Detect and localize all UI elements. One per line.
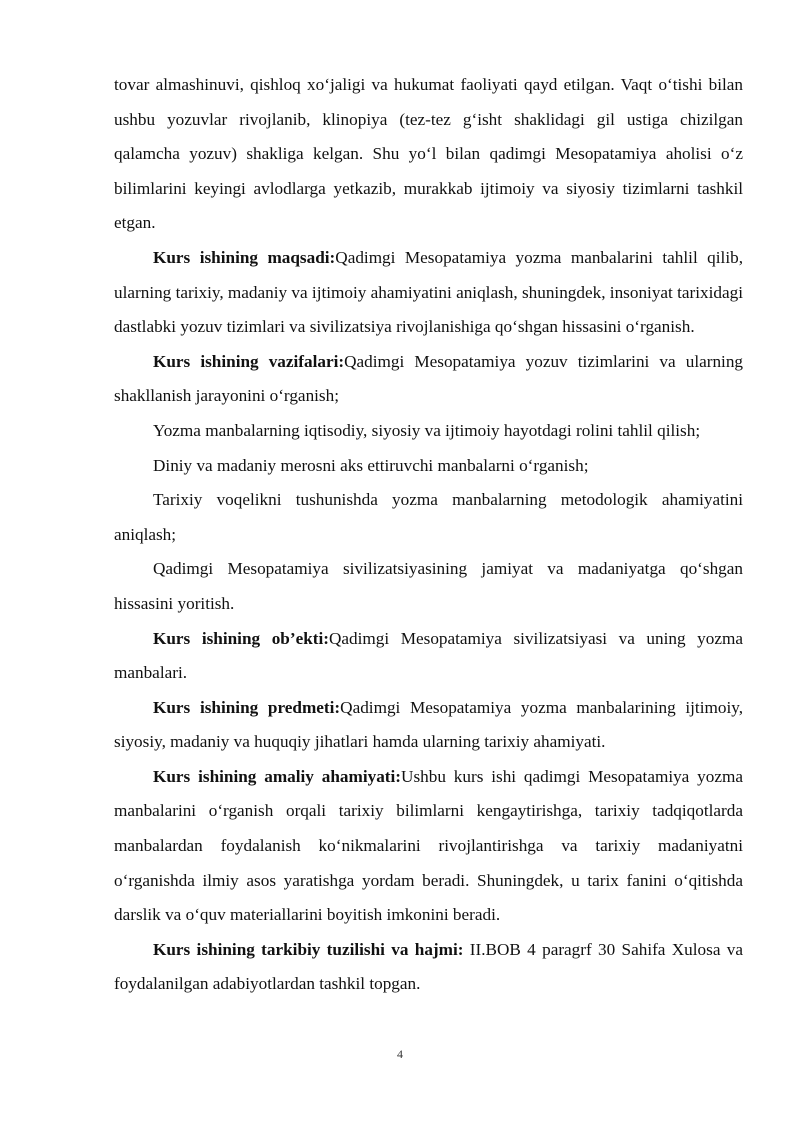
tasks-label: Kurs ishining vazifalari: [153,351,345,371]
structure-label: Kurs ishining tarkibiy tuzilishi va hajmi: [153,939,464,959]
task-item-text: Yozma manbalarning iqtisodiy, siyosiy va ijtimoiy hayotdagi rolini tahlil qilish; [153,420,701,440]
task-item-text: Tarixiy voqelikni tushunishda yozma manbalarning metodologik ahamiyatini aniqlash; [114,490,743,544]
subject-label: Kurs ishining predmeti: [153,697,341,717]
subject-text: Qadimgi Mesopatamiya yozma manbalarining ijtimoiy, siyosiy, madaniy va huquqiy jihatlari hamda ularning tarixiy ahamiyati. [114,697,743,752]
practical-significance-label: Kurs ishining amaliy ahamiyati: [153,766,402,786]
goal-text: Qadimgi Mesopatamiya yozma manbalarini tahlil qilib, ularning tarixiy, madaniy va ijtimoiy ahamiyatini aniqlash, shuningdek, insoniyat tarixidagi dastlabki yozuv tizimlari va sivilizatsiya rivojlanishiga qo‘shgan hissasini o‘rganish. [114,247,743,337]
task-item-text: Qadimgi Mesopatamiya sivilizatsiyasining jamiyat va madaniyatga qo‘shgan hissasini yoritish. [114,559,743,613]
goal-paragraph [114,241,743,345]
object-text: Qadimgi Mesopatamiya sivilizatsiyasi va uning yozma manbalari. [114,628,743,683]
task-item-methodology [114,483,743,552]
goal-label: Kurs ishining maqsadi: [153,247,336,267]
task-item-contribution [114,552,743,621]
structure-paragraph [114,933,743,1002]
intro-paragraph [114,68,743,241]
object-label: Kurs ishining ob’ekti: [153,628,329,648]
tasks-text: Qadimgi Mesopatamiya yozuv tizimlarini va ularning shakllanish jarayonini o‘rganish; [114,351,744,406]
structure-text: II.BOB 4 paragrf 30 Sahifa Xulosa va foydalanilgan adabiyotlardan tashkil topgan. [114,939,743,994]
document-page [114,68,743,1002]
task-item-religious-heritage [114,449,743,484]
practical-significance-text: Ushbu kurs ishi qadimgi Mesopatamiya yozma manbalarini o‘rganish orqali tarixiy bilimlarni kengaytirishga, tarixiy tadqiqotlarda manbalardan foydalanish ko‘nikmalarini rivojlantirishga va tarixiy madaniyatni o‘rganishda ilmiy asos yaratishga yordam beradi. Shuningdek, u tarix fanini o‘qitishda darslik va o‘quv materiallarini boyitish imkonini beradi. [114,766,743,925]
task-item-text: Diniy va madaniy merosni aks ettiruvchi manbalarni o‘rganish; [153,455,589,475]
object-paragraph [114,622,743,691]
tasks-paragraph [114,345,743,414]
task-item-economic-role [114,414,743,449]
practical-significance-paragraph [114,760,743,933]
intro-text: tovar almashinuvi, qishloq xo‘jaligi va hukumat faoliyati qayd etilgan. Vaqt o‘tishi bilan ushbu yozuvlar rivojlanib, klinopiya (tez-tez g‘isht shaklidagi gil ustiga chizilgan qalamcha yozuv) shakliga kelgan. Shu yo‘l bilan qadimgi Mesopatamiya aholisi o‘z bilimlarini keyingi avlodlarga yetkazib, murakkab ijtimoiy va siyosiy tizimlarni tashkil etgan. [114,75,743,233]
subject-paragraph [114,691,743,760]
page-number: 4 [397,1047,403,1061]
